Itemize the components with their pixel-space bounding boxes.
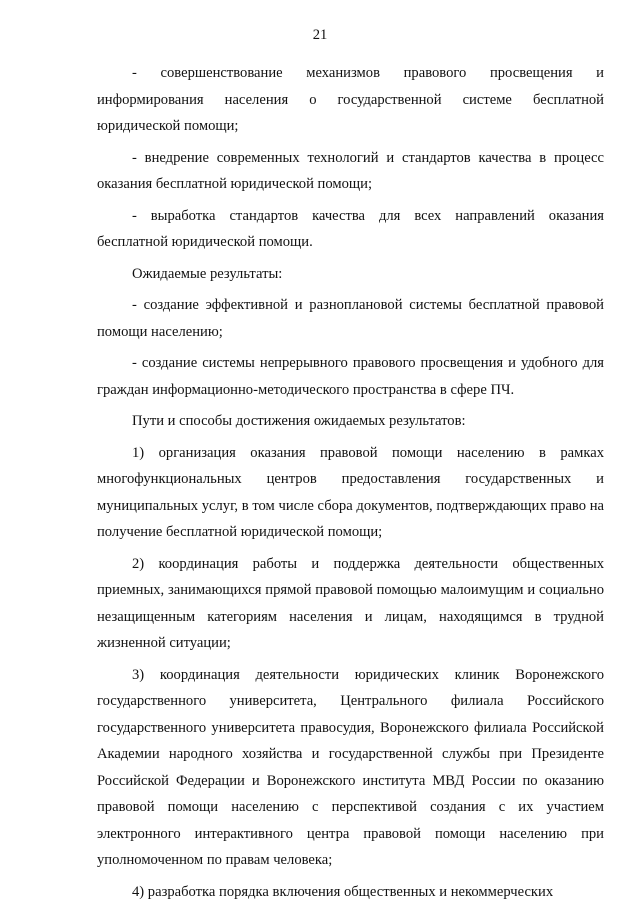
paragraph-effective-system: - создание эффективной и разноплановой системы бесплатной правовой помощи населению; [97, 297, 604, 340]
paragraph-quality-standards: - внедрение современных технологий и стандартов качества в процесс оказания бесплатной юридической помощи; [97, 149, 604, 192]
page-number: 21 [312, 27, 328, 43]
paragraph-item-2: 2) координация работы и поддержка деятельности общественных приемных, занимающихся прямой правовой помощью малоимущим и социально незащищенным категориям населения и лицам, находящимся в трудной жизненной ситуации; [97, 555, 604, 651]
paragraph-continuous-education: - создание системы непрерывного правового просвещения и удобного для граждан информационно-методического пространства в сфере ПЧ. [97, 355, 604, 398]
document-body [97, 60, 604, 910]
paragraph-legal-awareness: - совершенствование механизмов правового просвещения и информирования населения о государственной системе бесплатной юридической помощи; [97, 65, 604, 134]
paragraph-methods-heading: Пути и способы достижения ожидаемых результатов: [132, 413, 466, 429]
paragraph-expected-results-heading: Ожидаемые результаты: [132, 265, 283, 282]
paragraph-standards-development: - выработка стандартов качества для всех направлений оказания бесплатной юридической помощи. [97, 207, 604, 250]
paragraph-item-3: 3) координация деятельности юридических клиник Воронежского государственного университета, Центрального филиала Российского государственного университета правосудия, Воронежского филиала Российской Академии народного хозяйства и государственной службы при Президенте Российской Федерации и Воронежского института МВД России по оказанию правовой помощи населению с перспективой создания с их участием электронного интерактивного центра правовой помощи населению при уполномоченном по правам человека; [97, 666, 604, 868]
paragraph-item-4: 4) разработка порядка включения общественных и некоммерческих [132, 883, 554, 900]
paragraph-item-1: 1) организация оказания правовой помощи населению в рамках многофункциональных центров предоставления государственных и муниципальных услуг, в том числе сбора документов, подтверждающих право на получение бесплатной юридической помощи; [97, 444, 604, 540]
